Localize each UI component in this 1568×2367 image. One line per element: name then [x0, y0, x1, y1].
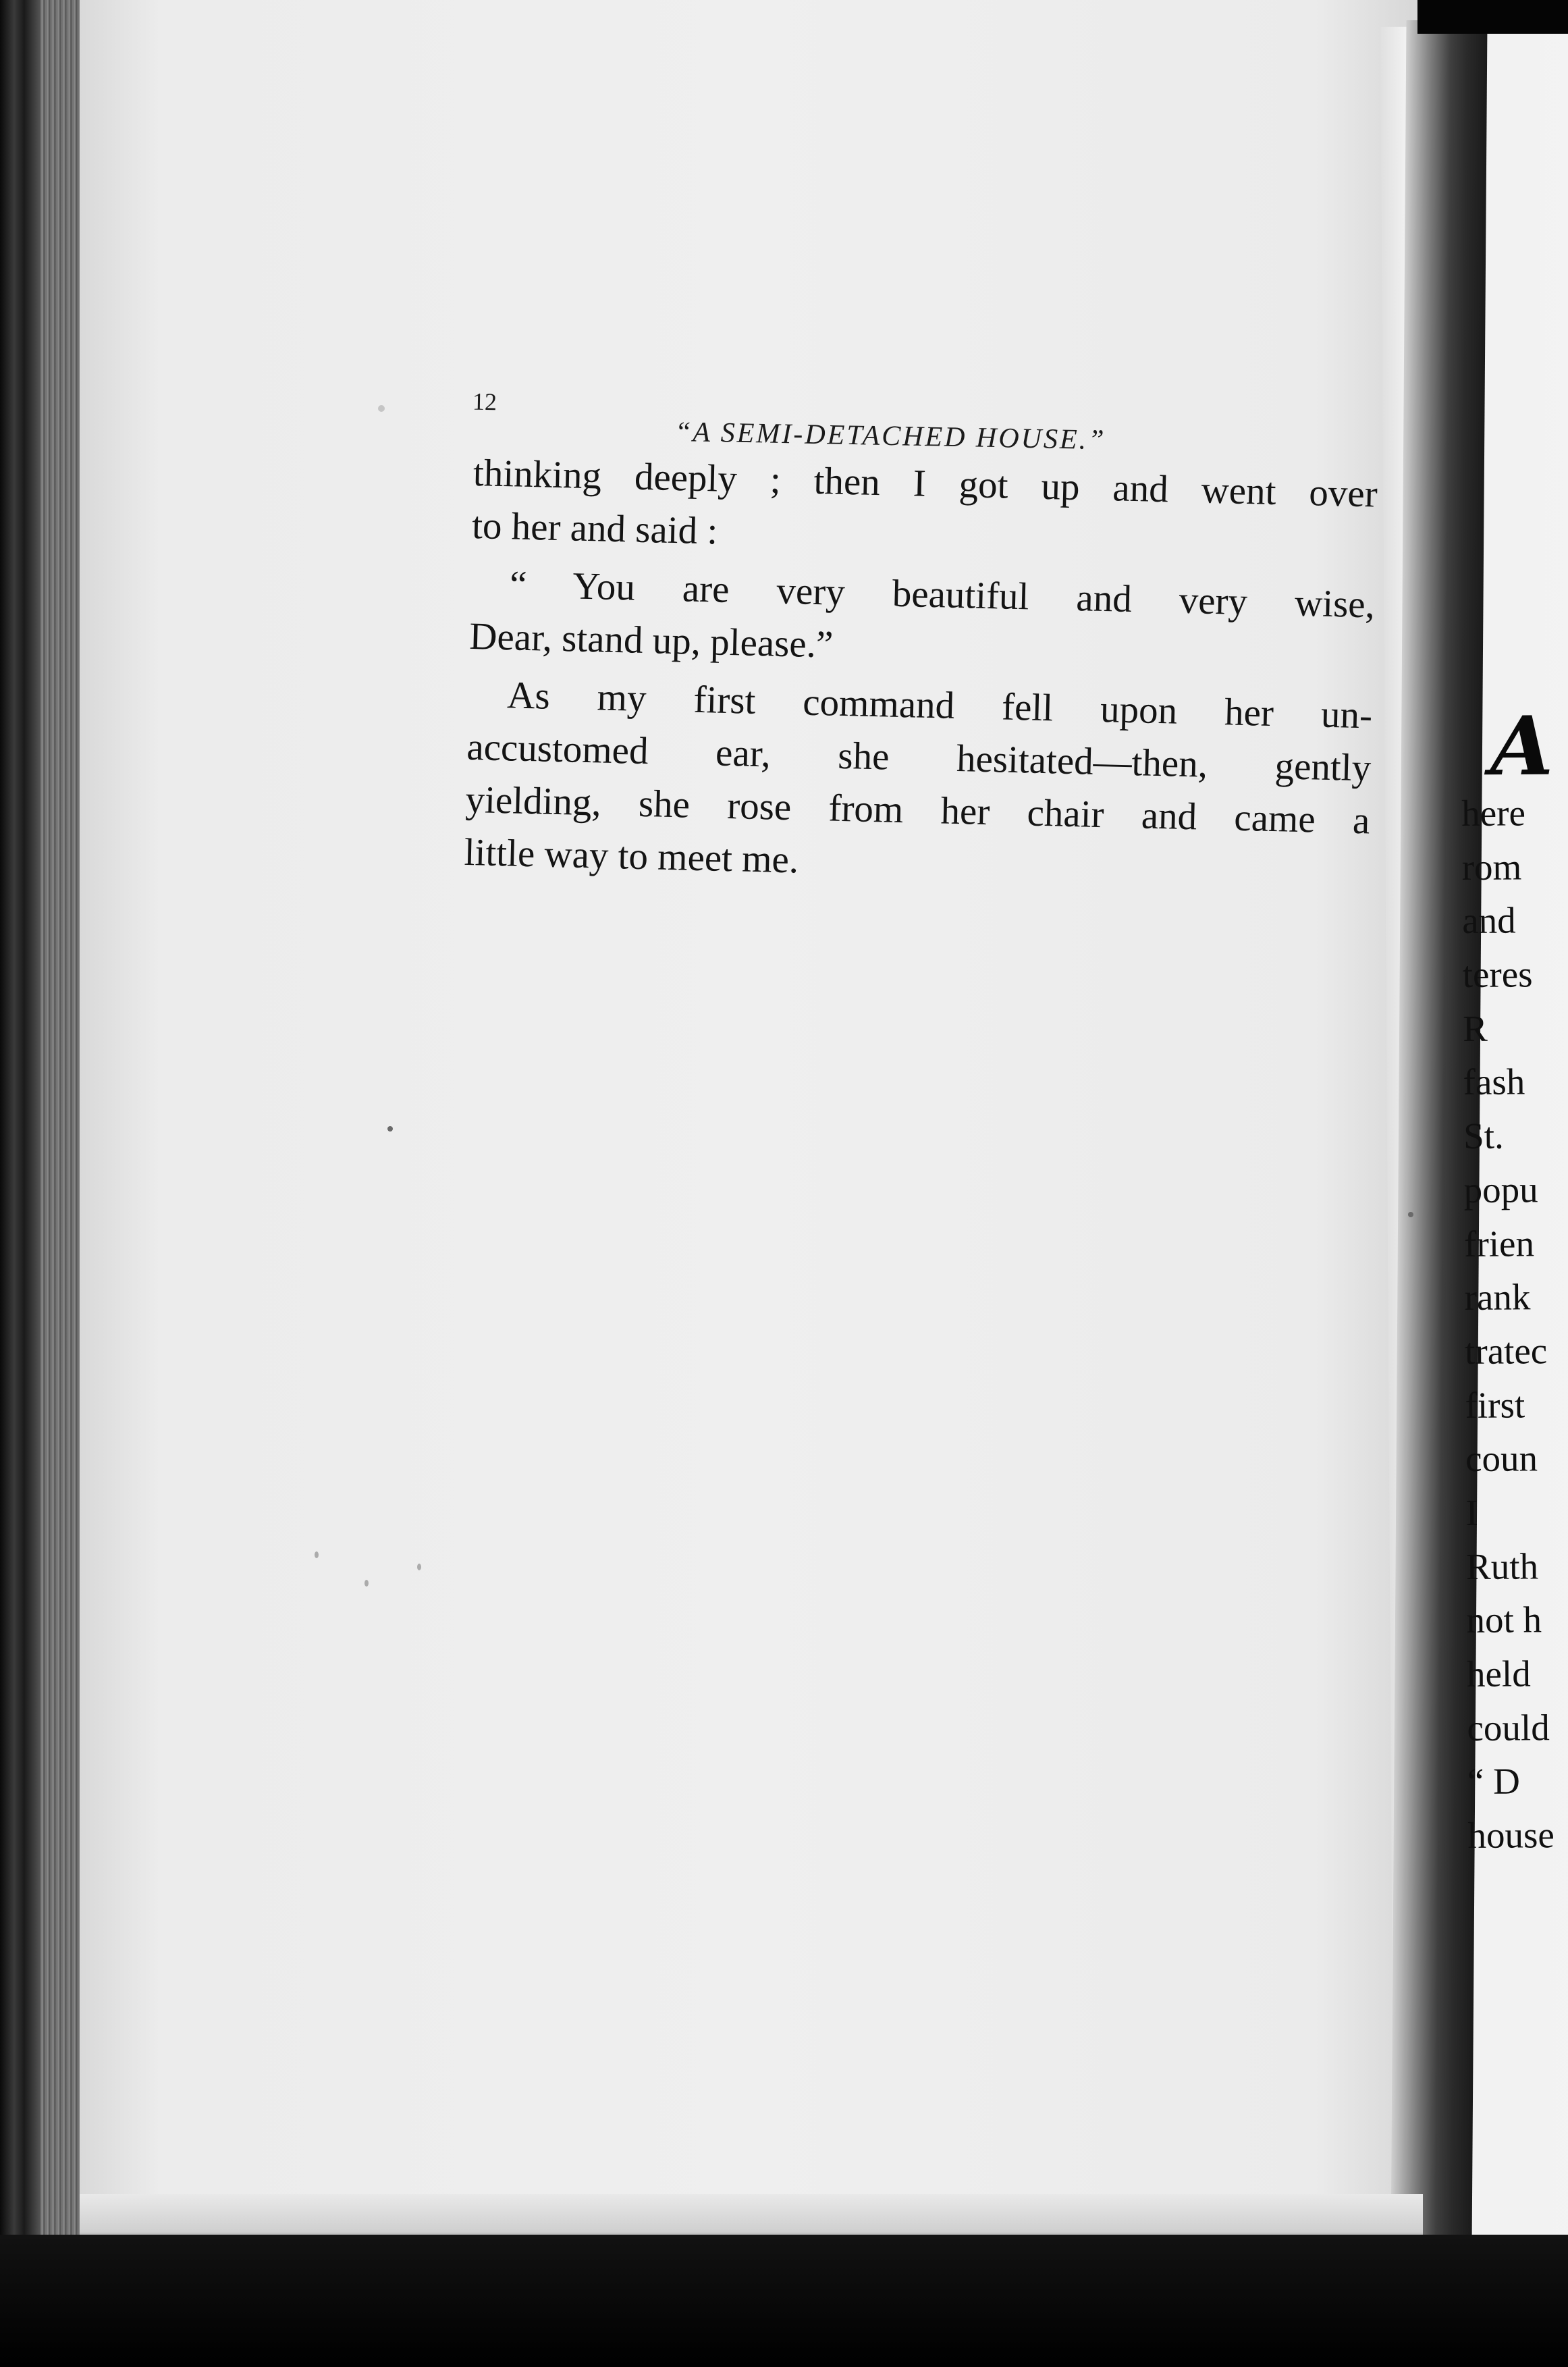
page-stack-edge	[40, 0, 82, 2367]
text-line: accustomed ear, she hesitated—then, gently	[466, 725, 1372, 790]
page-number: 12	[472, 388, 497, 416]
right-page-line: St.	[1463, 1115, 1504, 1157]
right-page-line: and	[1462, 899, 1516, 942]
book-spine-edge	[0, 0, 40, 2367]
right-page-line: I	[1465, 1491, 1479, 1533]
right-page-line: house	[1467, 1814, 1555, 1857]
right-page-line: “ D	[1467, 1760, 1521, 1803]
right-page-line: coun	[1465, 1437, 1538, 1480]
speck	[1408, 1212, 1413, 1217]
right-page-line: R	[1463, 1007, 1488, 1049]
running-head: “A SEMI-DETACHED HOUSE.”	[674, 417, 1106, 456]
right-page-line: popu	[1463, 1169, 1538, 1211]
speck	[315, 1551, 319, 1558]
body-text	[464, 447, 1378, 900]
speck	[378, 405, 385, 412]
speck	[417, 1564, 421, 1570]
right-page-line: tratec	[1464, 1330, 1548, 1372]
right-page-line: fash	[1463, 1061, 1525, 1103]
top-shadow	[1417, 0, 1568, 34]
text-line: little way to meet me.	[464, 830, 799, 882]
right-page-line: teres	[1462, 953, 1533, 996]
right-page-line: held	[1466, 1653, 1531, 1695]
text-line: As my first command fell upon her un-	[506, 674, 1373, 737]
right-page-line: rank	[1464, 1276, 1531, 1319]
right-page-line: rom	[1461, 846, 1522, 888]
text-line: “ You are very beautiful and very wise,	[509, 563, 1376, 627]
speck	[387, 1126, 393, 1132]
right-page-line: Ruth	[1465, 1545, 1539, 1587]
right-page-line: frien	[1463, 1222, 1535, 1265]
right-page-line: could	[1467, 1706, 1550, 1749]
speck	[364, 1580, 369, 1587]
drop-cap: A	[1490, 698, 1554, 795]
text-line: to her and said :	[471, 504, 718, 553]
right-page-text	[1461, 786, 1568, 1863]
text-line: thinking deeply ; then I got up and went over	[472, 451, 1378, 516]
right-page-line: first	[1465, 1384, 1525, 1426]
right-page-line: here	[1461, 792, 1526, 834]
bottom-shadow	[0, 2235, 1568, 2367]
left-page	[80, 0, 1423, 2367]
text-line: Dear, stand up, please.”	[468, 614, 834, 666]
right-page-line: not h	[1466, 1599, 1542, 1641]
text-line: yielding, she rose from her chair and came a	[464, 778, 1371, 843]
